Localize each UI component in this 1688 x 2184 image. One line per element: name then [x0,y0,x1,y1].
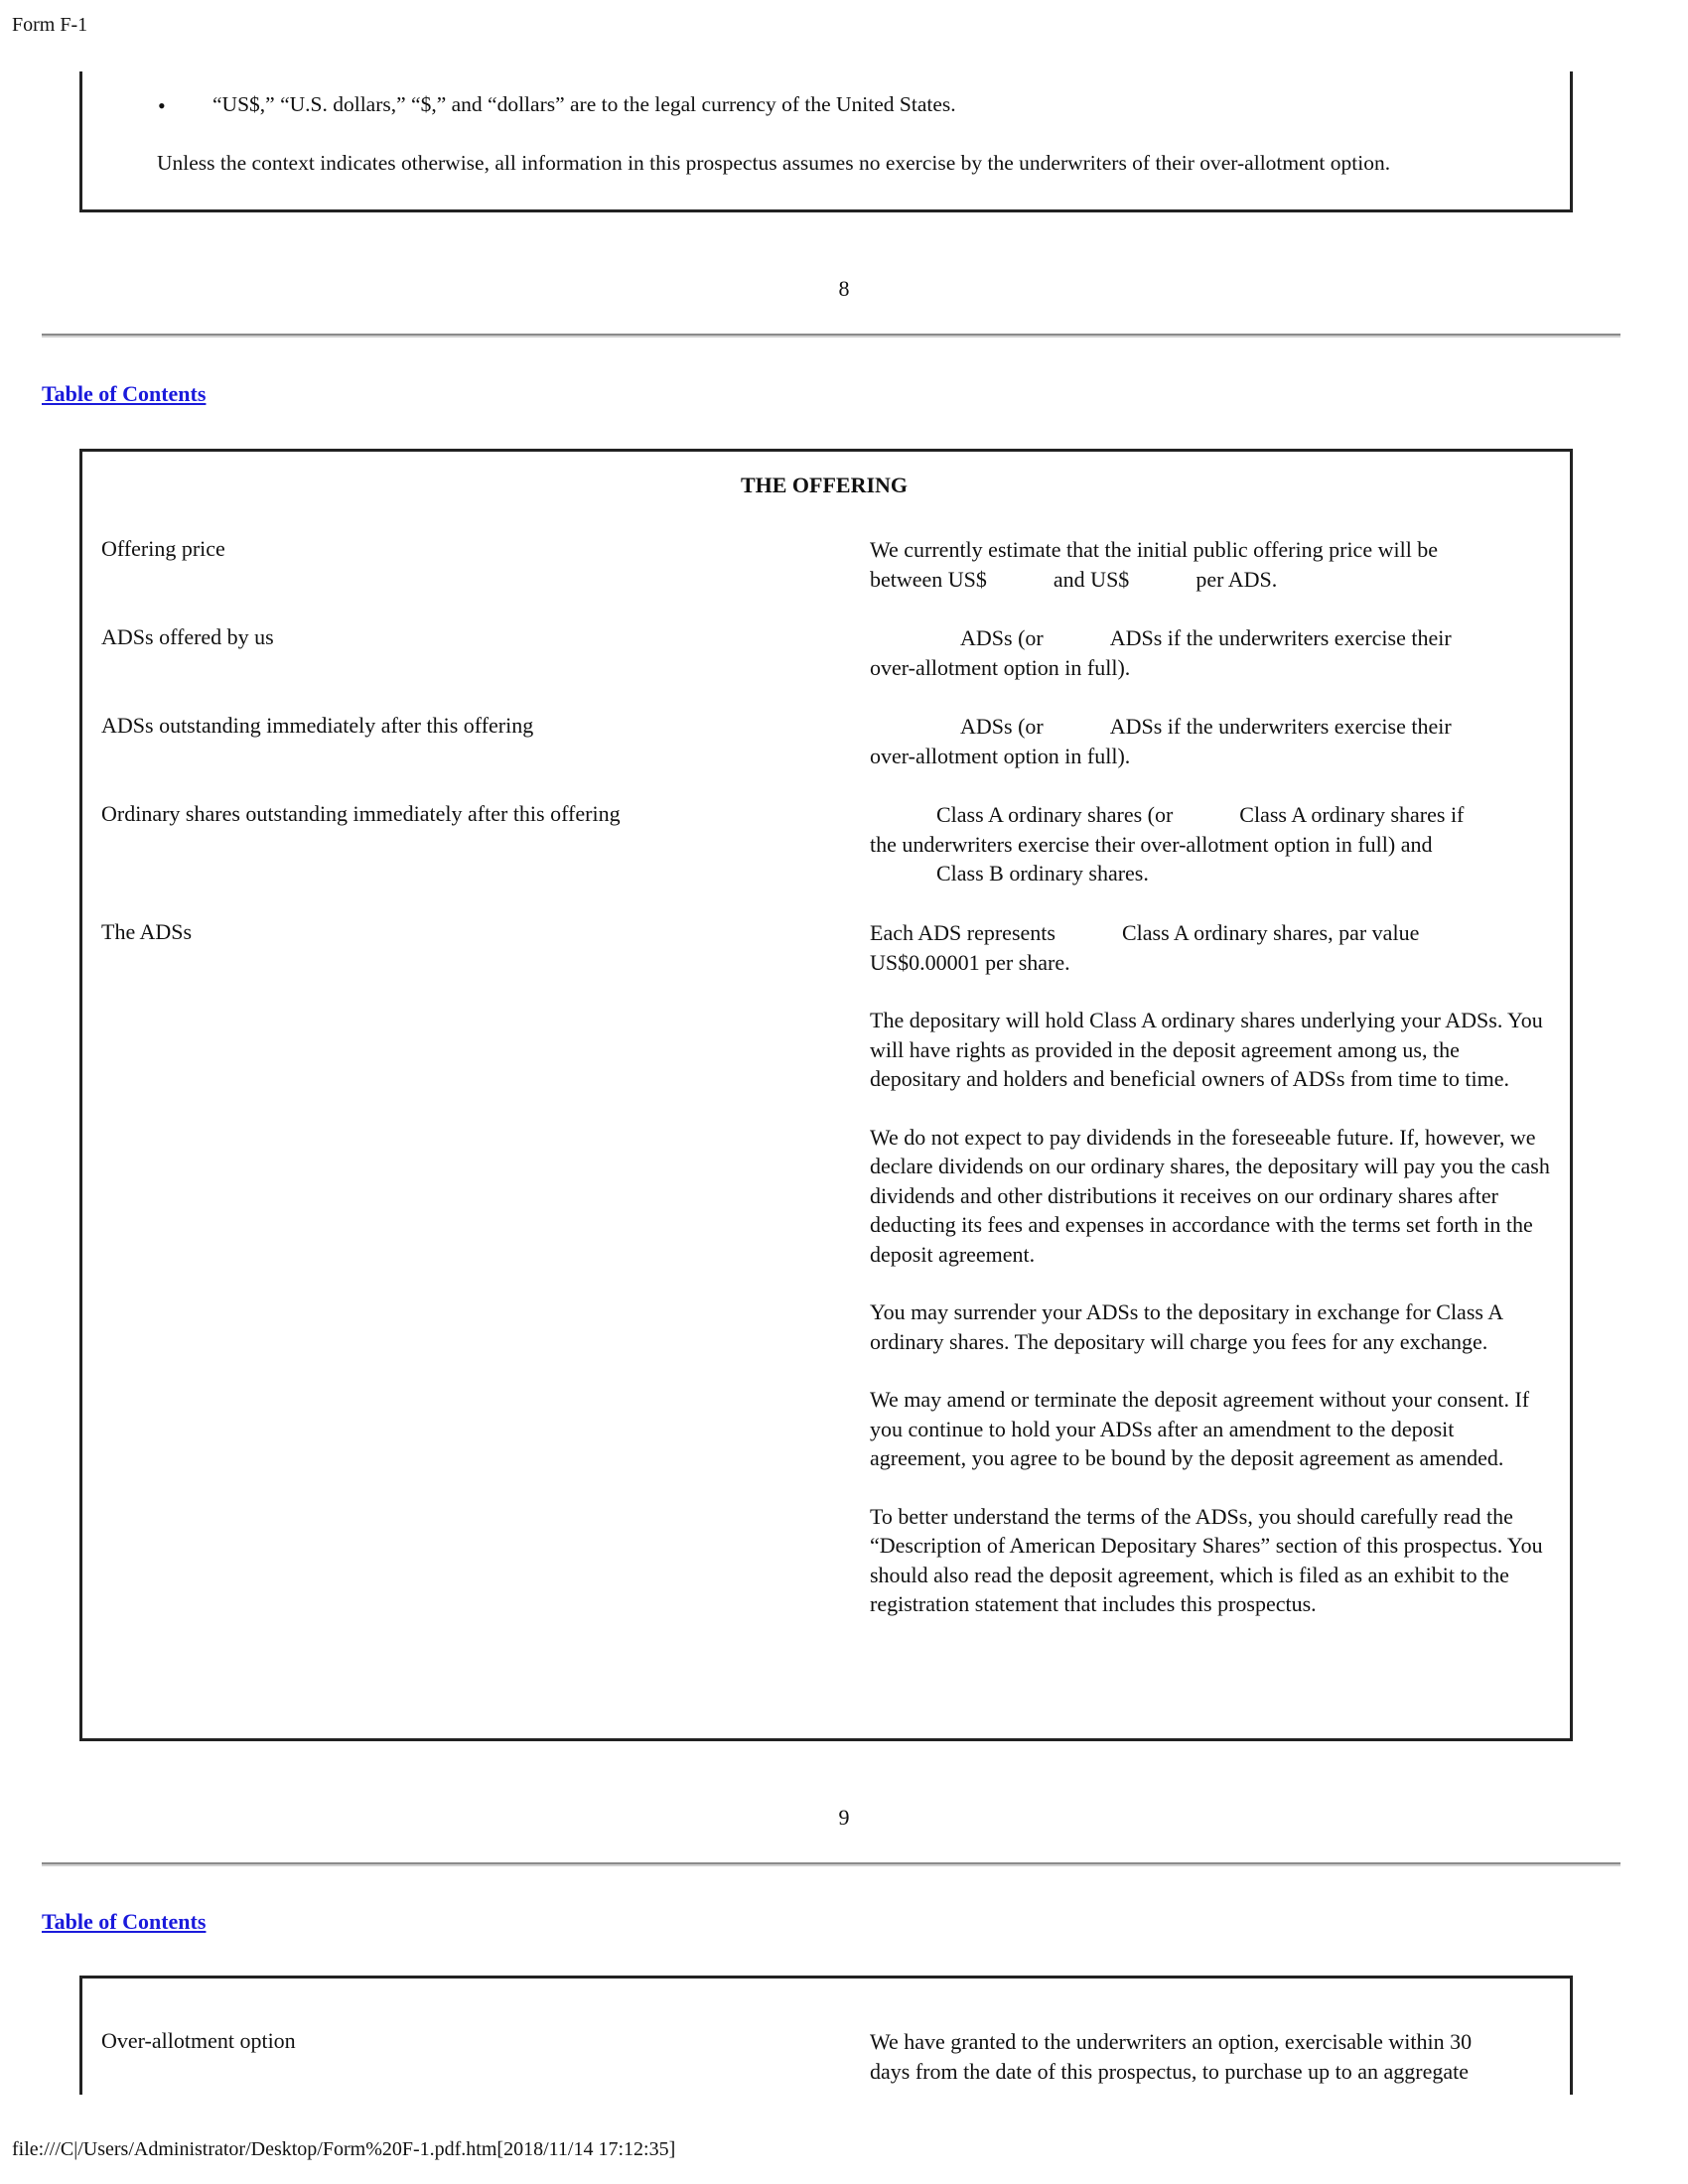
page-divider [42,334,1620,338]
page-divider [42,1862,1620,1866]
adss-offered-label: ADSs offered by us [101,624,274,649]
offering-price-label: Offering price [101,536,225,561]
adss-offered-description [870,623,1555,682]
offering-price-line-1: We currently estimate that the initial public offering price will be [870,537,1439,562]
adss-outstanding-line-2: over-allotment option in full). [870,743,1131,768]
over-allotment-line-2: days from the date of this prospectus, to purchase up to an aggregate [870,2058,1469,2084]
offering-price-line-2c: per ADS. [1196,566,1278,592]
document-header-title: Form F-1 [12,14,88,36]
over-allotment-assumption-note: Unless the context indicates otherwise, all information in this prospectus assumes no exercise by the underwriters of their over-allotment option. [157,151,1391,175]
over-allotment-label: Over-allotment option [101,2028,296,2053]
ordinary-shares-line-1b: Class A ordinary shares if [1239,802,1465,827]
the-adss-line-1a: Each ADS represents [870,920,1055,945]
document-footer-path: file:///C|/Users/Administrator/Desktop/Form%20F-1.pdf.htm[2018/11/14 17:12:35] [12,2138,676,2160]
the-adss-description [870,918,1555,1619]
currency-definition-text: “US$,” “U.S. dollars,” “$,” and “dollars” are to the legal currency of the United States. [212,92,956,116]
ordinary-shares-outstanding-label: Ordinary shares outstanding immediately after this offering [101,801,621,826]
bullet-icon: • [158,93,166,118]
adss-outstanding-line-1a: ADSs (or [960,714,1044,739]
table-of-contents-link[interactable]: Table of Contents [42,381,207,406]
ordinary-shares-line-1a: Class A ordinary shares (or [936,802,1174,827]
adss-outstanding-description [870,712,1555,770]
offering-price-line-2a: between US$ [870,566,987,592]
the-adss-paragraph-dividends: We do not expect to pay dividends in the foreseeable future. If, however, we declare dividends on our ordinary shares, the depositary will pay you the cash dividends and other distributions it receives on our ordinary shares after deducting its fees and expenses in accordance with the terms set forth in the deposit agreement. [870,1124,1550,1267]
the-adss-paragraph-depositary: The depositary will hold Class A ordinary shares underlying your ADSs. You will have rights as provided in the deposit agreement among us, the depositary and holders and beneficial owners of ADSs from time to time. [870,1008,1543,1091]
ordinary-shares-line-2: the underwriters exercise their over-allotment option in full) and [870,831,1433,857]
ordinary-shares-line-3: Class B ordinary shares. [936,861,1149,886]
the-adss-line-2: US$0.00001 per share. [870,949,1070,975]
adss-outstanding-label: ADSs outstanding immediately after this offering [101,713,534,738]
adss-offered-line-1a: ADSs (or [960,625,1044,650]
the-adss-paragraph-surrender: You may surrender your ADSs to the depositary in exchange for Class A ordinary shares. The depositary will charge you fees for any exchange. [870,1299,1502,1354]
offering-price-line-2b: and US$ [1053,566,1130,592]
the-adss-paragraph-further-info: To better understand the terms of the ADSs, you should carefully read the “Description of American Depositary Shares” section of this prospectus. You should also read the deposit agreement, which is filed as an exhibit to the registration statement that includes this prospectus. [870,1503,1543,1616]
adss-offered-line-2: over-allotment option in full). [870,654,1131,680]
the-adss-paragraph-amend: We may amend or terminate the deposit agreement without your consent. If you continue to hold your ADSs after an amendment to the deposit agreement, you agree to be bound by the deposit agreement as amended. [870,1387,1530,1470]
offering-price-description [870,535,1555,594]
adss-outstanding-line-1b: ADSs if the underwriters exercise their [1109,714,1452,739]
over-allotment-description [870,2027,1555,2086]
the-adss-line-1b: Class A ordinary shares, par value [1121,920,1420,945]
ordinary-shares-outstanding-description [870,800,1555,888]
adss-offered-line-1b: ADSs if the underwriters exercise their [1109,625,1452,650]
page-number: 8 [838,276,850,301]
page-number: 9 [838,1805,850,1830]
over-allotment-line-1: We have granted to the underwriters an option, exercisable within 30 [870,2029,1473,2054]
section-title: THE OFFERING [740,473,909,497]
the-adss-label: The ADSs [101,919,193,944]
table-of-contents-link[interactable]: Table of Contents [42,1909,207,1934]
